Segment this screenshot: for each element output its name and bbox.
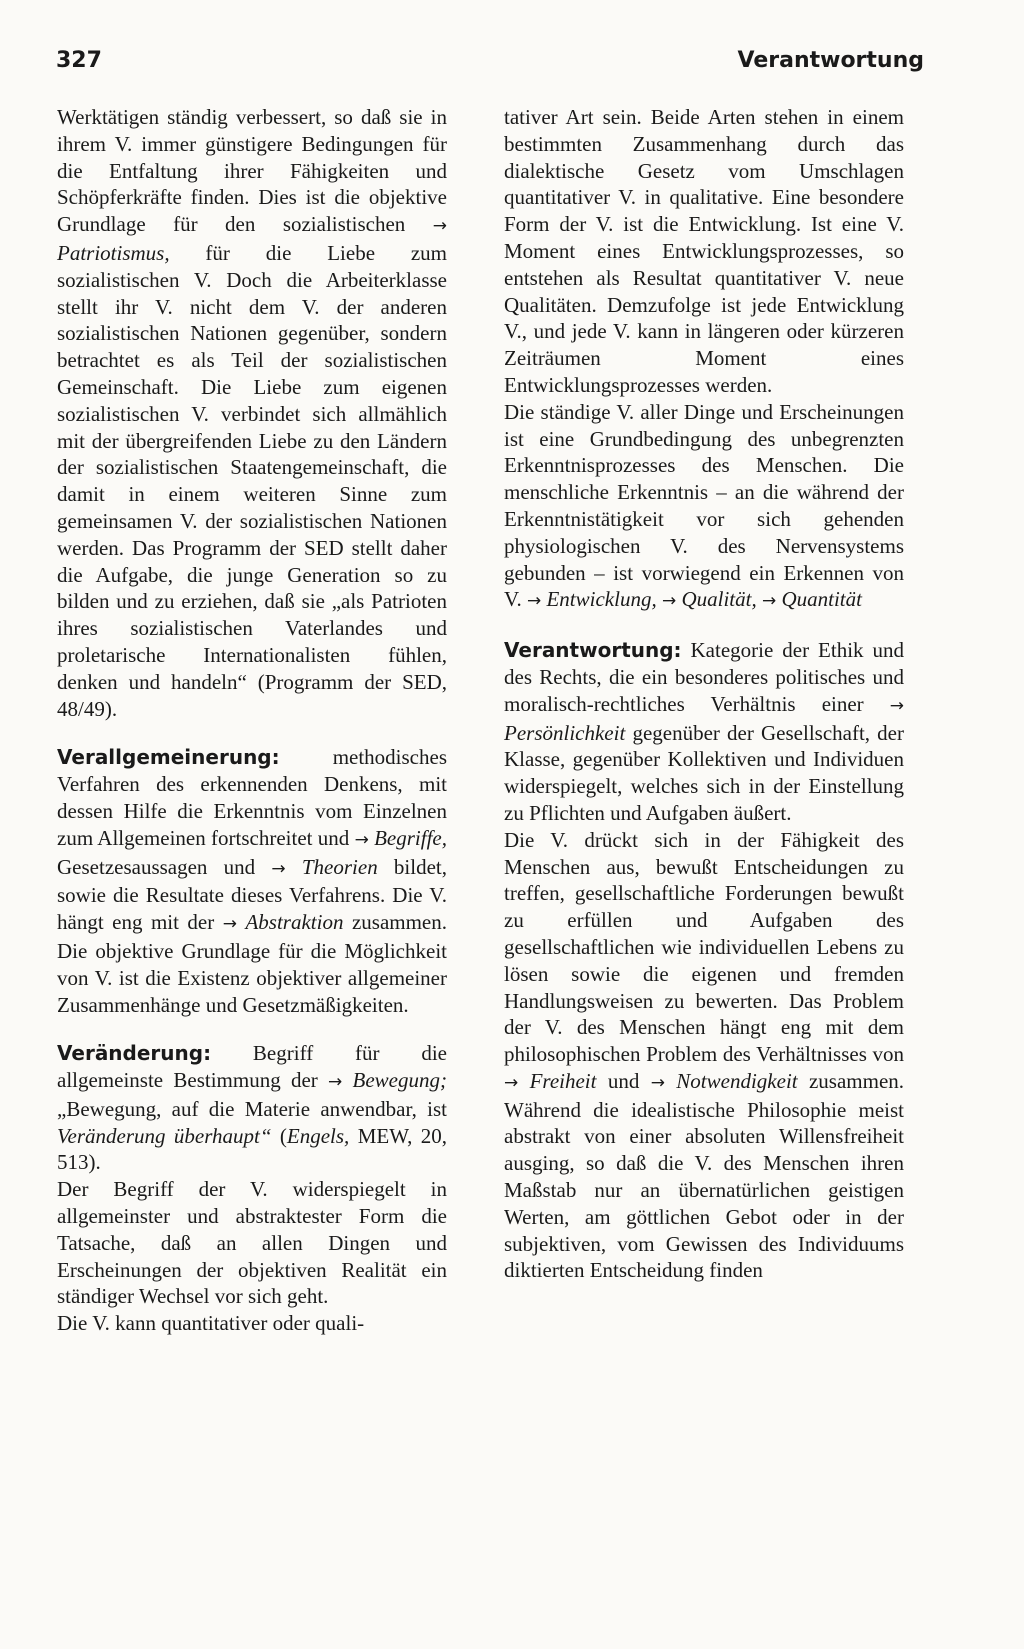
cross-reference-link[interactable]: Qualität, bbox=[681, 587, 757, 612]
cross-reference-link[interactable]: Freiheit bbox=[529, 1068, 597, 1093]
entry-paragraph: tativer Art sein. Beide Arten stehen in einem bestimmten Zusammenhang durch das dialektische Gesetz vom Umschlagen quantitativer V. in qualitative. Eine besondere Form der V. ist die Entwicklung. Ist eine V. Moment eines Entwicklungsprozesses, so entstehen als Resultat quantitativer V. neue Qualitäten. Demzufolge ist jede Entwicklung V., und jede V. kann in längeren oder kürzeren Zeiträumen Moment eines Entwicklungsprozesses werden. bbox=[504, 105, 904, 397]
entry-term: Verallgemeinerung: bbox=[57, 745, 280, 770]
entry-paragraph: Die ständige V. aller Dinge und Erscheinungen ist eine Grundbedingung des unbegrenzten Erkenntnisprozesses des Menschen. Die menschliche Erkenntnis – an die während der Erkenntnistätigkeit vor sich gehenden physiologischen V. des Nervensystems gebunden – ist vorwiegend ein Erkennen von V. → Entwicklung, → Qualität, → Quantität bbox=[504, 399, 904, 612]
cross-reference-arrow-icon: → bbox=[761, 591, 777, 612]
entry-term: Verantwortung: bbox=[504, 638, 682, 663]
page-header bbox=[56, 48, 924, 73]
entry-veraenderung: Veränderung: Begriff für die allgemeinste Bestimmung der → Bewegung; „Bewegung, auf die Materie anwendbar, ist Veränderung überhaupt“ (Engels, MEW, 20, 513). bbox=[57, 1041, 448, 1175]
entry-paragraph: Der Begriff der V. widerspiegelt in allgemeinster und abstraktester Form die Tatsache, daß an allen Dingen und Erscheinungen der objektiven Realität ein ständiger Wechsel vor sich geht. bbox=[57, 1177, 447, 1309]
entry-term: Veränderung: bbox=[57, 1041, 212, 1066]
cross-reference-arrow-icon: → bbox=[661, 591, 677, 612]
entry-paragraph: Die V. kann quantitativer oder quali- bbox=[57, 1311, 365, 1336]
cross-reference-link[interactable]: Notwendigkeit bbox=[676, 1068, 798, 1093]
running-head: Verantwortung bbox=[737, 48, 924, 73]
cross-reference-arrow-icon: → bbox=[889, 695, 904, 716]
right-column bbox=[504, 104, 904, 1284]
cross-reference-arrow-icon: → bbox=[650, 1072, 665, 1093]
cross-reference-link[interactable]: Begriffe, bbox=[374, 825, 448, 850]
entry-paragraph: Die V. drückt sich in der Fähigkeit des Menschen aus, bewußt Entscheidungen zu treffen, gesellschaftliche Forderungen bewußt zu erfüllen und Aufgaben des gesellschaftlichen wie individuellen Lebens zu lösen sowie die eigenen und fremden Handlungsweisen zu bewerten. Das Problem der V. des Menschen hängt eng mit dem philosophischen Problem des Verhältnisses von → Freiheit und → Notwendigkeit zusammen. Während die idealistische Philosophie meist abstrakt von einer absoluten Willensfreiheit ausging, so daß die V. des Menschen ihren Maßstab nur an übernatürlichen geistigen Werten, am göttlichen Gebot oder in der subjektiven, vom Gewissen des Individuums diktierten Entscheidung finden bbox=[504, 827, 905, 1283]
page-number: 327 bbox=[56, 48, 102, 73]
cross-reference-arrow-icon: → bbox=[271, 858, 286, 879]
cross-reference-link[interactable]: Theorien bbox=[301, 854, 378, 879]
cross-reference-link[interactable]: Bewegung; bbox=[352, 1068, 448, 1093]
cross-reference-arrow-icon: → bbox=[354, 829, 369, 850]
cross-reference-arrow-icon: → bbox=[328, 1072, 343, 1093]
entry-verallgemeinerung: Verallgemeinerung: methodisches Verfahren des erkennenden Denkens, mit dessen Hilfe die Erkenntnis vom Einzelnen zum Allgemeinen fortschreitet und → Begriffe, Gesetzesaussagen und → Theorien bildet, sowie die Resultate dieses Verfahrens. Die V. hängt eng mit der → Abstraktion zusammen. Die objektive Grundlage für die Möglichkeit von V. ist die Existenz objektiver allgemeiner Zusammenhänge und Gesetzmäßigkeiten. bbox=[57, 745, 448, 1017]
continued-entry-text: Werktätigen ständig verbessert, so daß sie in ihrem V. immer günstigere Bedingungen für die Entfaltung ihrer Fähigkeiten und Schöpferkräfte finden. Dies ist die objektive Grundlage für den sozialistischen → Patriotismus, für die Liebe zum sozialistischen V. Doch die Arbeiterklasse stellt ihr V. nicht dem V. der anderen sozialistischen Nationen gegenüber, sondern betrachtet es als Teil der sozialistischen Gemeinschaft. Die Liebe zum eigenen sozialistischen V. verbindet sich allmählich mit der übergreifenden Liebe zu den Ländern der sozialistischen Staatengemeinschaft, die damit in einem weiteren Sinne zum gemeinsamen V. der sozialistischen Nationen werden. Das Programm der SED stellt daher die Aufgabe, die junge Generation so zu bilden und zu erziehen, daß sie „als Patrioten ihres sozialistischen Vaterlandes und proletarische Internationalisten fühlen, denken und handeln“ (Programm der SED, 48/49). bbox=[57, 105, 447, 721]
cross-reference-arrow-icon: → bbox=[526, 591, 542, 612]
cross-reference-link[interactable]: Abstraktion bbox=[245, 910, 344, 935]
cross-reference-link[interactable]: Patriotismus, bbox=[57, 240, 170, 265]
cross-reference-arrow-icon: → bbox=[504, 1072, 519, 1093]
quote-emphasis: Veränderung überhaupt“ bbox=[57, 1123, 272, 1148]
cross-reference-link[interactable]: Persönlichkeit bbox=[504, 720, 626, 745]
entry-verantwortung: Verantwortung: Kategorie der Ethik und des Rechts, die ein besonderes politisches und moralisch-rechtliches Verhältnis einer → Persönlichkeit gegenüber der Gesellschaft, der Klasse, gegenüber Kollektiven und Individuen widerspiegelt, welches sich in der Einstellung zu Pflichten und Aufgaben äußert. bbox=[504, 638, 904, 825]
cross-reference-arrow-icon: → bbox=[432, 216, 447, 237]
left-column bbox=[57, 104, 447, 1337]
author-citation: Engels, bbox=[286, 1123, 350, 1148]
cross-reference-link[interactable]: Entwicklung, bbox=[546, 587, 657, 612]
cross-reference-arrow-icon: → bbox=[222, 914, 237, 935]
cross-reference-link[interactable]: Quantität bbox=[781, 587, 862, 612]
